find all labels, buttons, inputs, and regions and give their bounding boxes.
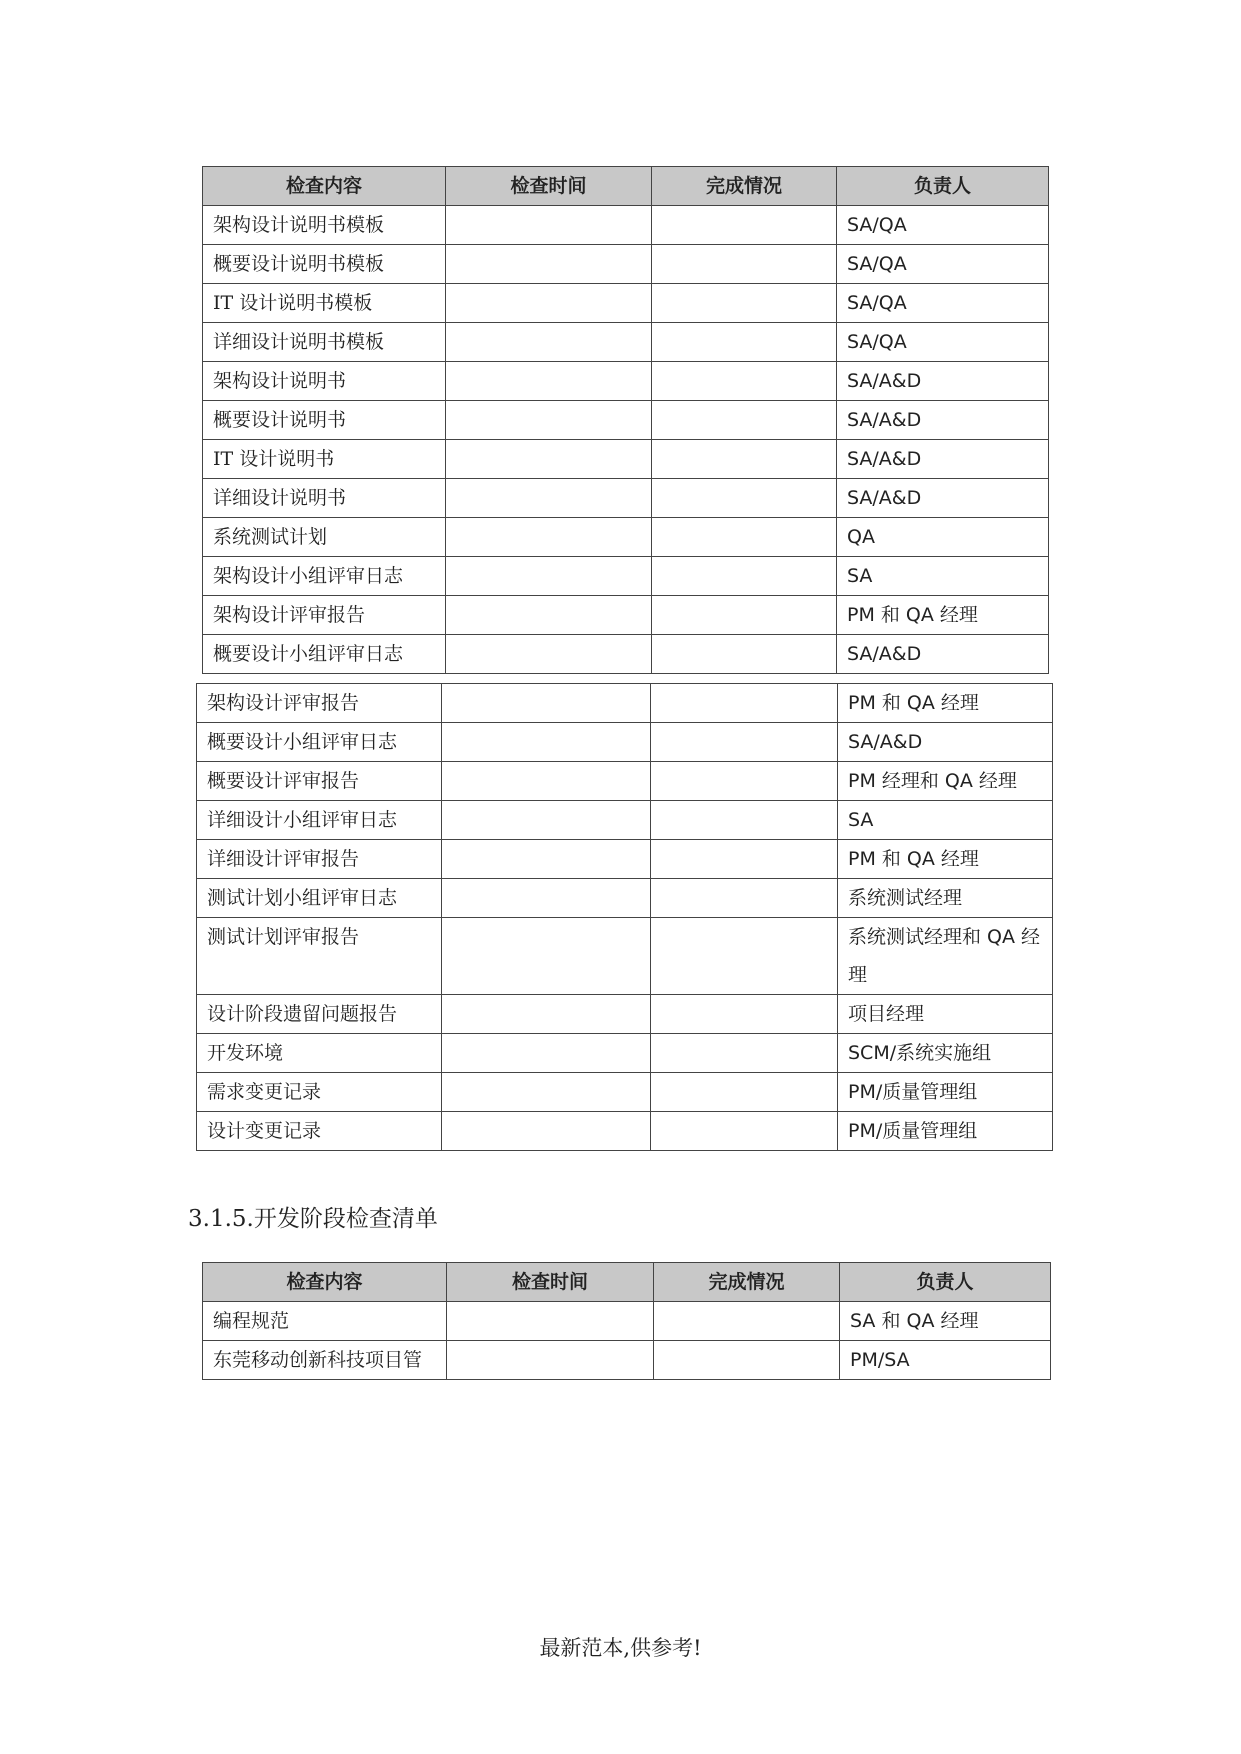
item-cell: 开发环境 — [197, 1034, 442, 1073]
status-cell — [652, 245, 837, 284]
status-cell — [651, 684, 838, 723]
owner-cell: PM 和 QA 经理 — [838, 840, 1053, 879]
column-header: 负责人 — [837, 167, 1049, 206]
item-cell: 概要设计小组评审日志 — [203, 635, 446, 674]
table-row — [197, 840, 1053, 879]
check-time-cell — [442, 762, 651, 801]
owner-cell: SA/A&D — [837, 479, 1049, 518]
item-cell: 详细设计评审报告 — [197, 840, 442, 879]
status-cell — [654, 1341, 840, 1380]
owner-cell: QA — [837, 518, 1049, 557]
owner-cell: PM 和 QA 经理 — [838, 684, 1053, 723]
table-row — [197, 995, 1053, 1034]
owner-cell: 系统测试经理和 QA 经理 — [838, 918, 1053, 995]
item-cell: IT 设计说明书模板 — [203, 284, 446, 323]
item-cell: 测试计划评审报告 — [197, 918, 442, 995]
check-time-cell — [446, 362, 652, 401]
status-cell — [652, 362, 837, 401]
status-cell — [651, 995, 838, 1034]
status-cell — [652, 323, 837, 362]
table-row — [203, 362, 1049, 401]
table-row — [197, 1112, 1053, 1151]
item-cell: 测试计划小组评审日志 — [197, 879, 442, 918]
status-cell — [654, 1302, 840, 1341]
status-cell — [652, 284, 837, 323]
owner-cell: PM 和 QA 经理 — [837, 596, 1049, 635]
table-row — [203, 596, 1049, 635]
owner-cell: SA/A&D — [837, 401, 1049, 440]
checklist-table-design — [202, 166, 1049, 674]
table-row — [197, 879, 1053, 918]
table-row — [197, 918, 1053, 995]
table-row — [203, 557, 1049, 596]
item-cell: 东莞移动创新科技项目管 — [203, 1341, 447, 1380]
table-row — [203, 1302, 1051, 1341]
item-cell: 概要设计说明书 — [203, 401, 446, 440]
owner-cell: SA/A&D — [837, 635, 1049, 674]
item-cell: 需求变更记录 — [197, 1073, 442, 1112]
item-cell: 架构设计评审报告 — [203, 596, 446, 635]
check-time-cell — [446, 401, 652, 440]
item-cell: 概要设计小组评审日志 — [197, 723, 442, 762]
check-time-cell — [446, 635, 652, 674]
owner-cell: SA 和 QA 经理 — [840, 1302, 1051, 1341]
check-time-cell — [442, 1034, 651, 1073]
status-cell — [651, 801, 838, 840]
status-cell — [651, 1034, 838, 1073]
status-cell — [652, 557, 837, 596]
status-cell — [651, 762, 838, 801]
item-cell: 设计阶段遗留问题报告 — [197, 995, 442, 1034]
check-time-cell — [442, 723, 651, 762]
check-time-cell — [442, 1073, 651, 1112]
status-cell — [651, 1112, 838, 1151]
column-header: 检查内容 — [203, 1263, 447, 1302]
table-row — [197, 1073, 1053, 1112]
owner-cell: SA/QA — [837, 284, 1049, 323]
check-time-cell — [446, 557, 652, 596]
owner-cell: SCM/系统实施组 — [838, 1034, 1053, 1073]
table-row — [197, 762, 1053, 801]
owner-cell: SA/A&D — [838, 723, 1053, 762]
status-cell — [652, 479, 837, 518]
table-row — [197, 684, 1053, 723]
table-row — [203, 440, 1049, 479]
table-header-row — [203, 167, 1049, 206]
check-time-cell — [447, 1341, 654, 1380]
check-time-cell — [446, 518, 652, 557]
owner-cell: PM/质量管理组 — [838, 1073, 1053, 1112]
item-cell: 详细设计说明书模板 — [203, 323, 446, 362]
owner-cell: SA/QA — [837, 323, 1049, 362]
check-time-cell — [446, 323, 652, 362]
status-cell — [651, 840, 838, 879]
owner-cell: SA/QA — [837, 245, 1049, 284]
check-time-cell — [442, 801, 651, 840]
item-cell: 架构设计说明书 — [203, 362, 446, 401]
check-time-cell — [446, 596, 652, 635]
owner-cell: SA/A&D — [837, 362, 1049, 401]
table-row — [203, 323, 1049, 362]
status-cell — [651, 879, 838, 918]
check-time-cell — [442, 1112, 651, 1151]
column-header: 检查时间 — [447, 1263, 654, 1302]
table-row — [197, 723, 1053, 762]
owner-cell: 系统测试经理 — [838, 879, 1053, 918]
table-row — [203, 479, 1049, 518]
table-row — [203, 206, 1049, 245]
status-cell — [652, 206, 837, 245]
table-row — [197, 1034, 1053, 1073]
status-cell — [652, 401, 837, 440]
owner-cell: SA — [837, 557, 1049, 596]
column-header: 完成情况 — [652, 167, 837, 206]
status-cell — [652, 635, 837, 674]
status-cell — [652, 518, 837, 557]
item-cell: 概要设计说明书模板 — [203, 245, 446, 284]
status-cell — [651, 723, 838, 762]
check-time-cell — [446, 479, 652, 518]
check-time-cell — [442, 995, 651, 1034]
owner-cell: PM/质量管理组 — [838, 1112, 1053, 1151]
item-cell: 编程规范 — [203, 1302, 447, 1341]
owner-cell: PM/SA — [840, 1341, 1051, 1380]
check-time-cell — [446, 284, 652, 323]
status-cell — [651, 918, 838, 995]
item-cell: 详细设计小组评审日志 — [197, 801, 442, 840]
table-row — [203, 635, 1049, 674]
status-cell — [651, 1073, 838, 1112]
item-cell: 架构设计小组评审日志 — [203, 557, 446, 596]
status-cell — [652, 596, 837, 635]
item-cell: 详细设计说明书 — [203, 479, 446, 518]
item-cell: IT 设计说明书 — [203, 440, 446, 479]
column-header: 完成情况 — [654, 1263, 840, 1302]
item-cell: 架构设计评审报告 — [197, 684, 442, 723]
item-cell: 架构设计说明书模板 — [203, 206, 446, 245]
check-time-cell — [442, 879, 651, 918]
section-heading: 3.1.5.开发阶段检查清单 — [188, 1206, 438, 1232]
check-time-cell — [442, 918, 651, 995]
item-cell: 系统测试计划 — [203, 518, 446, 557]
owner-cell: SA/QA — [837, 206, 1049, 245]
check-time-cell — [447, 1302, 654, 1341]
check-time-cell — [442, 684, 651, 723]
table-header-row — [203, 1263, 1051, 1302]
table-row — [203, 518, 1049, 557]
checklist-table-design-continued — [196, 683, 1053, 1151]
owner-cell: PM 经理和 QA 经理 — [838, 762, 1053, 801]
check-time-cell — [442, 840, 651, 879]
table-row — [203, 245, 1049, 284]
column-header: 检查时间 — [446, 167, 652, 206]
column-header: 负责人 — [840, 1263, 1051, 1302]
item-cell: 设计变更记录 — [197, 1112, 442, 1151]
check-time-cell — [446, 245, 652, 284]
check-time-cell — [446, 440, 652, 479]
page-footer: 最新范本,供参考! — [539, 1636, 702, 1660]
table-row — [203, 284, 1049, 323]
checklist-table-development — [202, 1262, 1051, 1380]
owner-cell: 项目经理 — [838, 995, 1053, 1034]
table-row — [203, 1341, 1051, 1380]
status-cell — [652, 440, 837, 479]
check-time-cell — [446, 206, 652, 245]
table-row — [203, 401, 1049, 440]
owner-cell: SA — [838, 801, 1053, 840]
owner-cell: SA/A&D — [837, 440, 1049, 479]
item-cell: 概要设计评审报告 — [197, 762, 442, 801]
column-header: 检查内容 — [203, 167, 446, 206]
table-row — [197, 801, 1053, 840]
